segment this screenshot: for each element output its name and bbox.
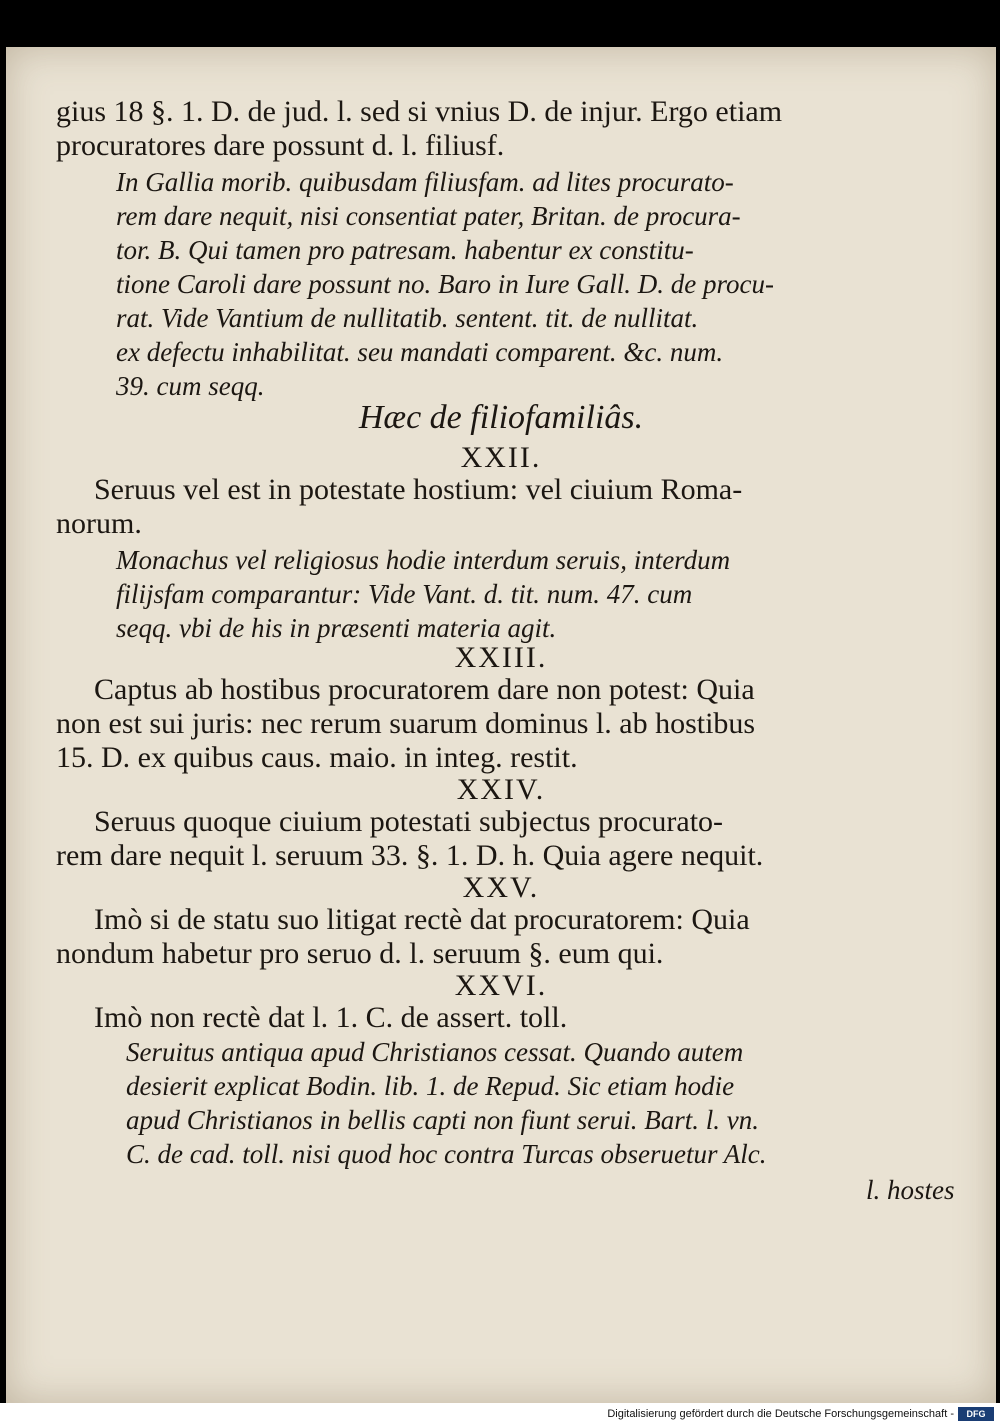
text-line-1: gius 18 §. 1. D. de jud. l. sed si vnius D. de injur. Ergo etiam	[56, 95, 783, 128]
text-line-23: rem dare nequit l. seruum 33. §. 1. D. h. Quia agere nequit.	[56, 839, 764, 872]
numeral-xxiv: XXIV.	[456, 773, 546, 806]
text-line-5: tor. B. Qui tamen pro patresam. habentur ex constitu-	[116, 235, 694, 265]
section-heading: Hæc de filiofamiliâs.	[358, 399, 644, 436]
text-line-8: ex defectu inhabilitat. seu mandati comparent. &c. num.	[116, 337, 724, 367]
text-line-19: non est sui juris: nec rerum suarum dominus l. ab hostibus	[56, 707, 756, 740]
text-line-32: C. de cad. toll. nisi quod hoc contra Turcas obseruetur Alc.	[126, 1139, 767, 1169]
numeral-xxii: XXII.	[460, 441, 542, 474]
text-line-22: Seruus quoque ciuium potestati subjectus procurato-	[94, 805, 724, 838]
text-line-25: Imò si de statu suo litigat rectè dat procuratorem: Quia	[94, 903, 750, 936]
numeral-xxv: XXV.	[462, 871, 540, 904]
footer-bar	[0, 1403, 1000, 1426]
text-line-4: rem dare nequit, nisi consentiat pater, Britan. de procura-	[116, 201, 741, 231]
text-line-7: rat. Vide Vantium de nullitatib. sentent. tit. de nullitat.	[116, 303, 699, 333]
text-line-3: In Gallia morib. quibusdam filiusfam. ad lites procurato-	[116, 167, 734, 197]
text-line-28: Imò non rectè dat l. 1. C. de assert. toll.	[94, 1001, 568, 1034]
book-page	[6, 47, 996, 1403]
text-line-30: desierit explicat Bodin. lib. 1. de Repud. Sic etiam hodie	[126, 1071, 735, 1101]
dfg-logo: DFG	[958, 1407, 994, 1421]
text-line-13: norum.	[56, 507, 142, 540]
text-line-6: tione Caroli dare possunt no. Baro in Iure Gall. D. de procu-	[116, 269, 774, 299]
text-line-20: 15. D. ex quibus caus. maio. in integ. restit.	[56, 741, 578, 774]
text-line-26: nondum habetur pro seruo d. l. seruum §. eum qui.	[56, 937, 664, 970]
text-line-15: filijsfam comparantur: Vide Vant. d. tit. num. 47. cum	[116, 579, 693, 609]
text-line-18: Captus ab hostibus procuratorem dare non potest: Quia	[94, 673, 755, 706]
text-line-31: apud Christianos in bellis capti non fiunt serui. Bart. l. vn.	[126, 1105, 760, 1135]
catchword: l. hostes	[866, 1175, 955, 1205]
text-line-29: Seruitus antiqua apud Christianos cessat. Quando autem	[126, 1037, 744, 1067]
text-line-2: procuratores dare possunt d. l. filiusf.	[56, 129, 505, 162]
text-line-12: Seruus vel est in potestate hostium: vel ciuium Roma-	[94, 473, 743, 506]
numeral-xxiii: XXIII.	[454, 641, 548, 674]
text-line-16: seqq. vbi de his in præsenti materia agit.	[116, 613, 557, 643]
numeral-xxvi: XXVI.	[454, 969, 548, 1002]
text-line-9: 39. cum seqq.	[116, 371, 265, 401]
text-line-14: Monachus vel religiosus hodie interdum seruis, interdum	[116, 545, 731, 575]
footer-credit: Digitalisierung gefördert durch die Deutsche Forschungsgemeinschaft -	[607, 1408, 954, 1420]
